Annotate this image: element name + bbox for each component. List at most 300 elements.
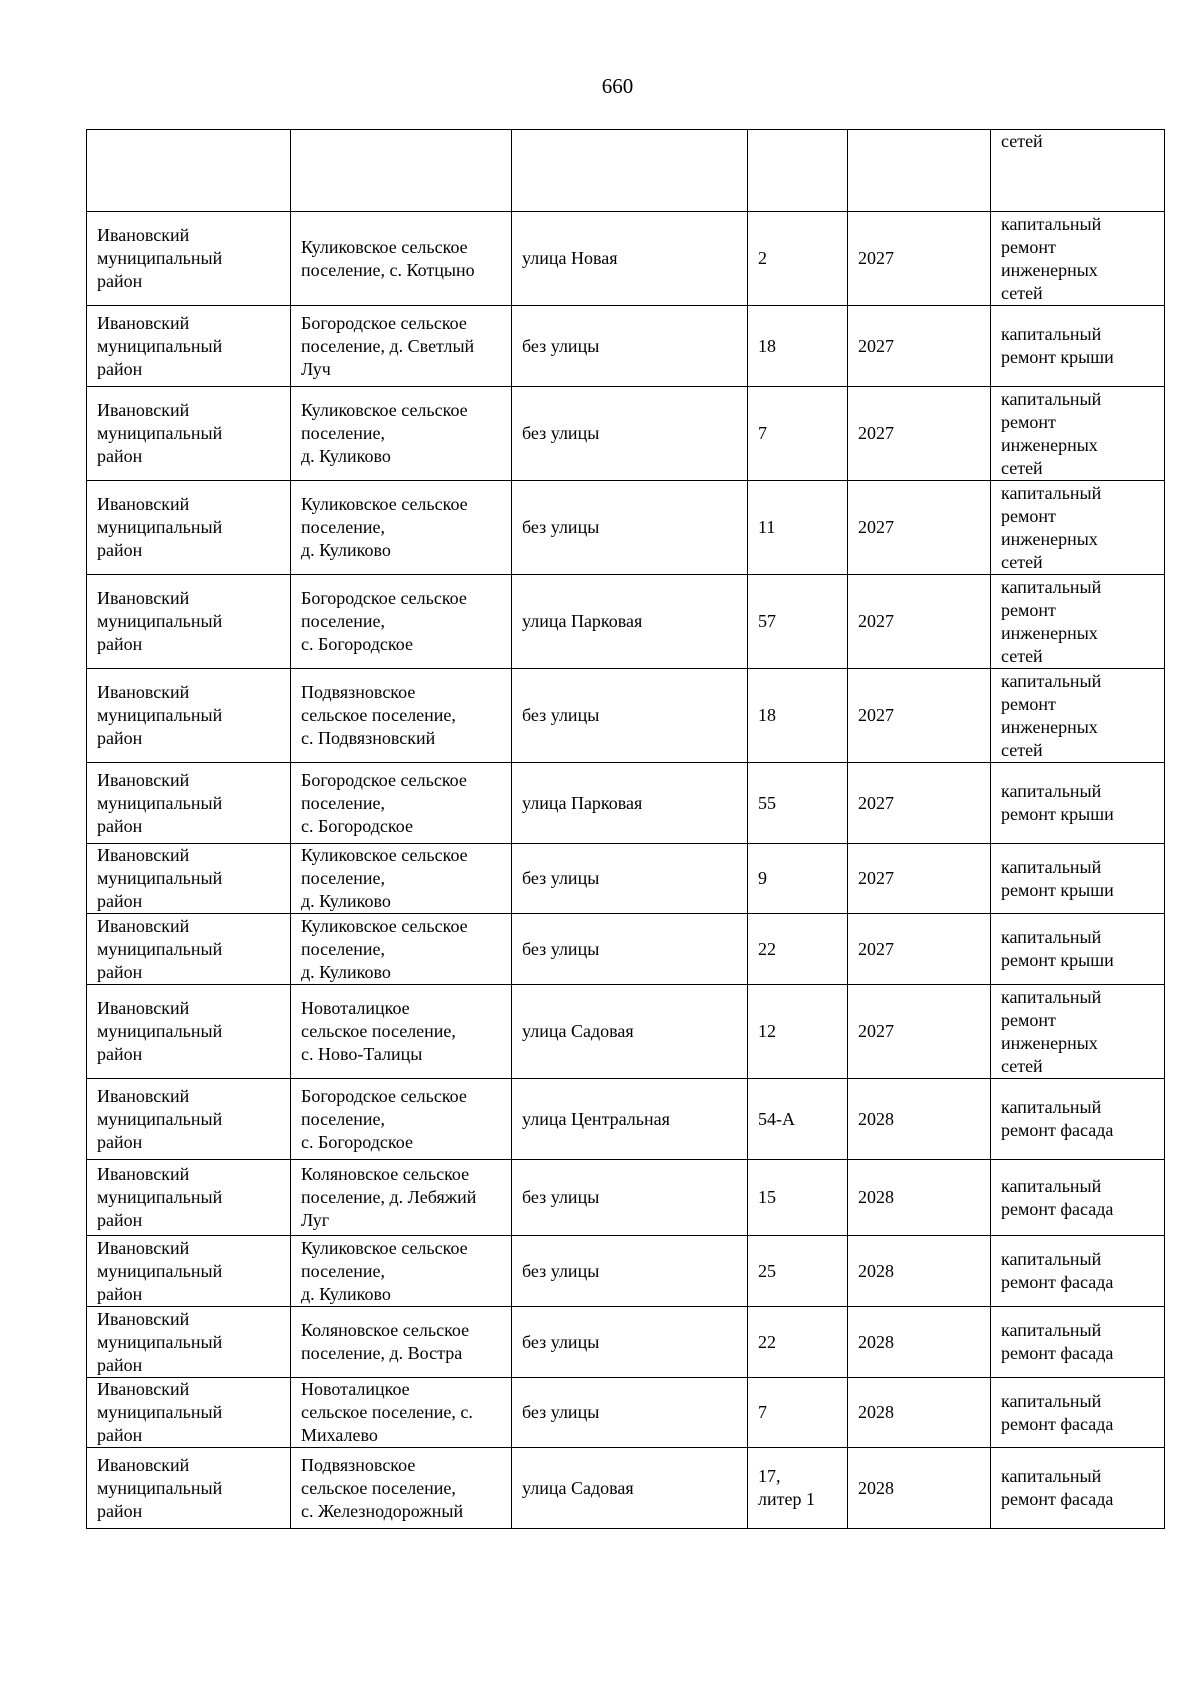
district-line: муниципальный <box>97 1021 223 1041</box>
district-line: Ивановский <box>97 1237 190 1258</box>
district-line: муниципальный <box>97 335 223 356</box>
district-cell <box>87 1160 291 1236</box>
settlement-line: Куликовское сельское <box>301 845 468 865</box>
work-type-line: сетей <box>1001 282 1043 303</box>
district-line: муниципальный <box>97 1108 223 1129</box>
house-line: 57 <box>758 611 776 631</box>
district-line: муниципальный <box>97 611 223 631</box>
district-line: Ивановский <box>97 682 190 702</box>
work-type-cell <box>991 387 1165 481</box>
work-type-cell <box>991 1307 1165 1378</box>
year-line: 2027 <box>858 792 894 813</box>
house-cell <box>748 387 848 481</box>
house-cell <box>748 763 848 844</box>
year-cell <box>848 130 991 212</box>
street-cell <box>512 1160 748 1236</box>
work-type-line: капитальный <box>1001 388 1102 409</box>
settlement-line: поселение, д. Востра <box>301 1343 463 1363</box>
work-type-line: капитальный <box>1001 1175 1102 1196</box>
table-row <box>87 1378 1165 1448</box>
district-line: Ивановский <box>97 494 190 514</box>
district-cell <box>87 985 291 1079</box>
table-row <box>87 1160 1165 1236</box>
year-cell <box>848 1307 991 1378</box>
table-row <box>87 914 1165 985</box>
work-type-line: ремонт <box>1001 599 1056 620</box>
house-cell <box>748 1079 848 1160</box>
district-line: район <box>97 961 143 982</box>
house-line: 22 <box>758 938 776 959</box>
housing-repair-table <box>86 129 1165 1529</box>
district-cell <box>87 387 291 481</box>
table-row <box>87 1236 1165 1307</box>
street-cell <box>512 1307 748 1378</box>
settlement-cell <box>291 306 512 387</box>
settlement-line: Куликовское сельское <box>301 915 468 936</box>
year-line: 2027 <box>858 423 894 443</box>
table-row <box>87 985 1165 1079</box>
house-cell <box>748 1307 848 1378</box>
settlement-cell <box>291 1079 512 1160</box>
district-line: район <box>97 1044 143 1064</box>
settlement-line: Новоталицкое <box>301 998 410 1018</box>
district-line: Ивановский <box>97 400 190 420</box>
work-type-line: капитальный <box>1001 482 1102 503</box>
district-line: муниципальный <box>97 423 223 443</box>
street-line: без улицы <box>522 868 600 888</box>
settlement-line: д. Куликово <box>301 891 391 911</box>
year-line: 2027 <box>858 705 894 725</box>
table-row-continued <box>87 130 1165 212</box>
work-type-line: капитальный <box>1001 1466 1102 1486</box>
house-line: 55 <box>758 792 776 813</box>
year-cell <box>848 387 991 481</box>
district-cell <box>87 306 291 387</box>
work-type-line: ремонт <box>1001 411 1056 432</box>
settlement-line: д. Куликово <box>301 1283 391 1304</box>
house-line: 7 <box>758 1402 767 1422</box>
table-body <box>87 130 1165 1529</box>
district-line: муниципальный <box>97 1477 223 1498</box>
settlement-cell <box>291 844 512 914</box>
house-cell <box>748 1378 848 1448</box>
year-line: 2027 <box>858 517 894 537</box>
work-type-line: капитальный <box>1001 1249 1102 1269</box>
year-line: 2027 <box>858 248 894 268</box>
house-line: 22 <box>758 1331 776 1352</box>
district-line: район <box>97 271 143 291</box>
settlement-line: поселение, <box>301 938 386 959</box>
table-row <box>87 763 1165 844</box>
settlement-line: д. Куликово <box>301 446 391 466</box>
district-line: муниципальный <box>97 1331 223 1352</box>
table-row <box>87 575 1165 669</box>
district-line: район <box>97 540 143 560</box>
district-line: муниципальный <box>97 248 223 268</box>
district-line: район <box>97 634 143 654</box>
work-type-line: инженерных <box>1001 622 1098 643</box>
work-type-line: ремонт фасада <box>1001 1120 1114 1140</box>
settlement-line: Новоталицкое <box>301 1379 410 1399</box>
table-row <box>87 212 1165 306</box>
street-cell <box>512 212 748 306</box>
work-type-line: капитальный <box>1001 1097 1102 1117</box>
district-line: муниципальный <box>97 868 223 888</box>
district-line: район <box>97 358 143 379</box>
district-line: Ивановский <box>97 1454 190 1475</box>
work-type-line: ремонт крыши <box>1001 879 1114 900</box>
year-line: 2028 <box>858 1108 894 1129</box>
settlement-line: поселение, <box>301 1108 386 1129</box>
street-cell <box>512 844 748 914</box>
settlement-line: Коляновское сельское <box>301 1320 470 1340</box>
house-cell <box>748 844 848 914</box>
work-type-line: инженерных <box>1001 1032 1098 1053</box>
district-cell <box>87 844 291 914</box>
district-line: Ивановский <box>97 1379 190 1399</box>
district-line: район <box>97 1210 143 1230</box>
work-type-line: капитальный <box>1001 781 1102 801</box>
year-cell <box>848 985 991 1079</box>
work-type-cell <box>991 212 1165 306</box>
year-line: 2028 <box>858 1187 894 1207</box>
street-cell <box>512 306 748 387</box>
year-cell <box>848 844 991 914</box>
district-cell <box>87 669 291 763</box>
settlement-line: Богородское сельское <box>301 769 467 790</box>
house-cell <box>748 306 848 387</box>
work-type-line: капитальный <box>1001 670 1102 691</box>
settlement-line: Коляновское сельское <box>301 1164 470 1184</box>
street-line: улица Центральная <box>522 1108 670 1129</box>
settlement-cell <box>291 481 512 575</box>
street-line: без улицы <box>522 1260 600 1281</box>
district-cell <box>87 1448 291 1529</box>
work-type-line: инженерных <box>1001 716 1098 737</box>
work-type-line: капитальный <box>1001 856 1102 877</box>
settlement-line: сельское поселение, <box>301 1021 456 1041</box>
district-line: Ивановский <box>97 769 190 790</box>
table-row <box>87 844 1165 914</box>
settlement-line: д. Куликово <box>301 540 391 560</box>
work-type-cell <box>991 1160 1165 1236</box>
district-cell <box>87 481 291 575</box>
work-type-line: сетей <box>1001 551 1043 572</box>
work-type-line: инженерных <box>1001 434 1098 455</box>
work-type-line: сетей <box>1001 739 1043 760</box>
work-type-line: ремонт <box>1001 693 1056 714</box>
street-cell <box>512 130 748 212</box>
settlement-line: поселение, <box>301 611 386 631</box>
settlement-line: Куликовское сельское <box>301 236 468 257</box>
settlement-cell <box>291 387 512 481</box>
table-row <box>87 306 1165 387</box>
street-line: без улицы <box>522 938 600 959</box>
settlement-line: Богородское сельское <box>301 312 467 333</box>
district-line: район <box>97 446 143 466</box>
settlement-line: с. Богородское <box>301 815 413 836</box>
house-line: литер 1 <box>758 1489 815 1509</box>
year-line: 2028 <box>858 1331 894 1352</box>
work-type-line: капитальный <box>1001 986 1102 1007</box>
settlement-line: Подвязновское <box>301 1454 416 1475</box>
year-line: 2027 <box>858 938 894 959</box>
street-cell <box>512 985 748 1079</box>
street-cell <box>512 481 748 575</box>
street-cell <box>512 575 748 669</box>
settlement-line: поселение, <box>301 517 386 537</box>
district-line: муниципальный <box>97 792 223 813</box>
work-type-cell <box>991 763 1165 844</box>
settlement-line: сельское поселение, <box>301 1477 456 1498</box>
street-line: без улицы <box>522 1402 600 1422</box>
house-cell <box>748 1160 848 1236</box>
work-type-cell <box>991 130 1165 212</box>
house-cell <box>748 669 848 763</box>
work-type-line: капитальный <box>1001 927 1102 947</box>
table-row <box>87 669 1165 763</box>
work-type-cell <box>991 1236 1165 1307</box>
settlement-line: поселение, <box>301 423 386 443</box>
settlement-line: поселение, д. Светлый <box>301 335 475 356</box>
district-cell <box>87 1378 291 1448</box>
settlement-line: с. Подвязновский <box>301 728 436 748</box>
year-cell <box>848 1160 991 1236</box>
street-cell <box>512 914 748 985</box>
work-type-line: сетей <box>1001 645 1043 666</box>
work-type-cell <box>991 575 1165 669</box>
settlement-cell <box>291 914 512 985</box>
street-cell <box>512 669 748 763</box>
settlement-cell <box>291 985 512 1079</box>
work-type-cell <box>991 481 1165 575</box>
house-line: 15 <box>758 1187 776 1207</box>
table-row <box>87 387 1165 481</box>
district-line: Ивановский <box>97 915 190 936</box>
street-cell <box>512 1448 748 1529</box>
district-cell <box>87 914 291 985</box>
district-cell <box>87 1307 291 1378</box>
work-type-cell <box>991 985 1165 1079</box>
work-type-line: ремонт фасада <box>1001 1272 1114 1292</box>
work-type-line: ремонт <box>1001 236 1056 257</box>
settlement-cell <box>291 1448 512 1529</box>
settlement-line: с. Железнодорожный <box>301 1500 464 1521</box>
work-type-line: инженерных <box>1001 528 1098 549</box>
district-line: Ивановский <box>97 588 190 608</box>
settlement-line: с. Ново-Талицы <box>301 1044 423 1064</box>
house-line: 2 <box>758 248 767 268</box>
settlement-line: Луч <box>301 358 331 379</box>
table-row <box>87 1079 1165 1160</box>
year-cell <box>848 575 991 669</box>
work-type-cell <box>991 1378 1165 1448</box>
street-line: без улицы <box>522 705 600 725</box>
district-line: Ивановский <box>97 312 190 333</box>
work-type-cell <box>991 914 1165 985</box>
year-cell <box>848 306 991 387</box>
district-line: район <box>97 815 143 836</box>
district-line: район <box>97 1354 143 1375</box>
work-type-cell <box>991 306 1165 387</box>
year-cell <box>848 1448 991 1529</box>
street-line: без улицы <box>522 423 600 443</box>
street-line: без улицы <box>522 517 600 537</box>
settlement-line: поселение, <box>301 792 386 813</box>
street-line: улица Садовая <box>522 1021 634 1041</box>
street-line: без улицы <box>522 1331 600 1352</box>
settlement-cell <box>291 1236 512 1307</box>
table-row <box>87 481 1165 575</box>
year-cell <box>848 669 991 763</box>
work-type-line: инженерных <box>1001 259 1098 280</box>
district-line: Ивановский <box>97 225 190 245</box>
street-cell <box>512 387 748 481</box>
settlement-line: с. Богородское <box>301 634 413 654</box>
work-type-cell <box>991 1079 1165 1160</box>
district-line: муниципальный <box>97 705 223 725</box>
district-line: район <box>97 1425 143 1445</box>
work-type-line: ремонт фасада <box>1001 1343 1114 1363</box>
work-type-line: ремонт <box>1001 505 1056 526</box>
year-line: 2027 <box>858 868 894 888</box>
district-cell <box>87 212 291 306</box>
district-line: муниципальный <box>97 1260 223 1281</box>
settlement-line: сельское поселение, с. <box>301 1402 473 1422</box>
district-line: Ивановский <box>97 1085 190 1106</box>
district-line: район <box>97 1283 143 1304</box>
district-line: муниципальный <box>97 1402 223 1422</box>
settlement-line: Подвязновское <box>301 682 416 702</box>
settlement-line: поселение, <box>301 868 386 888</box>
settlement-line: поселение, с. Котцыно <box>301 259 475 280</box>
page-number: 660 <box>601 74 634 98</box>
house-cell <box>748 1236 848 1307</box>
work-type-line: капитальный <box>1001 1320 1102 1340</box>
settlement-line: Куликовское сельское <box>301 1237 468 1258</box>
work-type-line: ремонт фасада <box>1001 1489 1114 1509</box>
settlement-cell <box>291 130 512 212</box>
work-type-line: ремонт фасада <box>1001 1413 1114 1434</box>
house-cell <box>748 575 848 669</box>
work-type-line: ремонт фасада <box>1001 1198 1114 1219</box>
district-line: район <box>97 728 143 748</box>
table-row <box>87 1448 1165 1529</box>
district-line: район <box>97 1131 143 1152</box>
house-line: 18 <box>758 705 776 725</box>
street-line: улица Новая <box>522 248 618 268</box>
house-cell <box>748 914 848 985</box>
settlement-line: Богородское сельское <box>301 588 467 608</box>
work-type-line: ремонт крыши <box>1001 804 1114 824</box>
district-cell <box>87 130 291 212</box>
settlement-line: Михалево <box>301 1425 378 1445</box>
settlement-line: с. Богородское <box>301 1131 413 1152</box>
work-type-line: ремонт крыши <box>1001 347 1114 367</box>
street-line: улица Парковая <box>522 792 643 813</box>
district-line: муниципальный <box>97 517 223 537</box>
house-line: 7 <box>758 423 767 443</box>
settlement-cell <box>291 1160 512 1236</box>
work-type-line: капитальный <box>1001 1390 1102 1411</box>
district-line: район <box>97 891 143 911</box>
work-type-line: ремонт крыши <box>1001 950 1114 970</box>
district-line: Ивановский <box>97 1164 190 1184</box>
settlement-cell <box>291 575 512 669</box>
year-cell <box>848 914 991 985</box>
settlement-line: сельское поселение, <box>301 705 456 725</box>
house-line: 18 <box>758 335 776 356</box>
settlement-line: Богородское сельское <box>301 1085 467 1106</box>
year-cell <box>848 763 991 844</box>
table-row <box>87 1307 1165 1378</box>
work-type-line: ремонт <box>1001 1009 1056 1030</box>
house-cell <box>748 212 848 306</box>
year-cell <box>848 1236 991 1307</box>
year-line: 2027 <box>858 335 894 356</box>
work-type-line: сетей <box>1001 131 1043 151</box>
settlement-cell <box>291 763 512 844</box>
work-type-line: капитальный <box>1001 324 1102 344</box>
district-line: муниципальный <box>97 1187 223 1207</box>
work-type-cell <box>991 844 1165 914</box>
work-type-line: сетей <box>1001 457 1043 478</box>
house-line: 9 <box>758 868 767 888</box>
settlement-cell <box>291 1307 512 1378</box>
house-line: 12 <box>758 1021 776 1041</box>
street-line: без улицы <box>522 1187 600 1207</box>
district-line: Ивановский <box>97 845 190 865</box>
house-cell <box>748 481 848 575</box>
house-line: 25 <box>758 1260 776 1281</box>
settlement-line: Куликовское сельское <box>301 400 468 420</box>
year-line: 2027 <box>858 611 894 631</box>
district-line: Ивановский <box>97 998 190 1018</box>
street-cell <box>512 1378 748 1448</box>
district-line: Ивановский <box>97 1308 190 1329</box>
year-cell <box>848 212 991 306</box>
district-line: муниципальный <box>97 938 223 959</box>
year-line: 2028 <box>858 1402 894 1422</box>
house-cell <box>748 985 848 1079</box>
work-type-line: сетей <box>1001 1055 1043 1076</box>
work-type-cell <box>991 1448 1165 1529</box>
house-cell <box>748 130 848 212</box>
street-line: без улицы <box>522 335 600 356</box>
house-line: 54-А <box>758 1108 795 1129</box>
settlement-cell <box>291 1378 512 1448</box>
year-line: 2028 <box>858 1477 894 1498</box>
house-line: 11 <box>758 517 776 537</box>
settlement-cell <box>291 212 512 306</box>
year-line: 2028 <box>858 1260 894 1281</box>
year-line: 2027 <box>858 1021 894 1041</box>
house-cell <box>748 1448 848 1529</box>
work-type-line: капитальный <box>1001 213 1102 234</box>
settlement-line: поселение, <box>301 1260 386 1281</box>
work-type-cell <box>991 669 1165 763</box>
settlement-line: Луг <box>301 1210 330 1230</box>
settlement-line: д. Куликово <box>301 961 391 982</box>
street-cell <box>512 1236 748 1307</box>
year-cell <box>848 1378 991 1448</box>
district-line: район <box>97 1500 143 1521</box>
settlement-line: поселение, д. Лебяжий <box>301 1187 477 1207</box>
work-type-line: капитальный <box>1001 576 1102 597</box>
settlement-line: Куликовское сельское <box>301 494 468 514</box>
street-line: улица Парковая <box>522 611 643 631</box>
year-cell <box>848 481 991 575</box>
